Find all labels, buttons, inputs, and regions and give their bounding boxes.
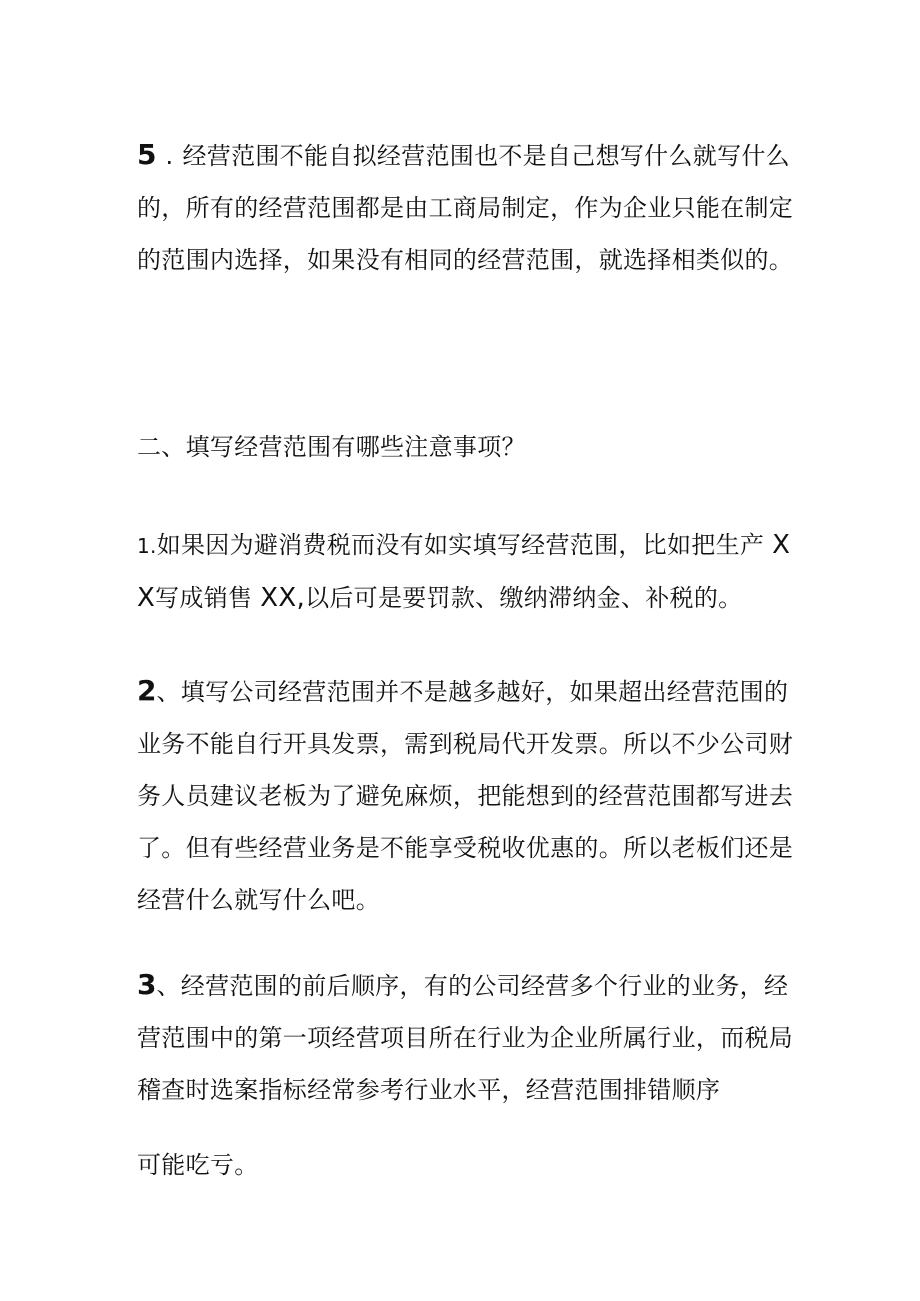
- paragraph-5-text: 经营范围不能自拟经营范围也不是自己想写什么就写什么的，所有的经营范围都是由工商局制定，作为企业只能在制定的范围内选择，如果没有相同的经营范围，就选择相类似的。: [137, 142, 794, 274]
- item-3-number: 3: [137, 968, 157, 1001]
- item-1-xx-1: XX: [137, 530, 791, 613]
- paragraph-5: [137, 129, 797, 286]
- item-3-text: 、经营范围的前后顺序，有的公司经营多个行业的业务，经营范围中的第一项经营项目所在行业为企业所属行业，而税局稽查时选案指标经常参考行业水平，经营范围排错顺序: [137, 972, 794, 1104]
- item-1: [137, 519, 797, 624]
- item-2-number: 2: [137, 674, 157, 707]
- item-1-text-a: 如果因为避消费税而没有如实填写经营范围，比如把生产: [156, 531, 765, 559]
- paragraph-5-number: 5: [137, 138, 157, 171]
- item-3-continuation: 可能吃亏。: [137, 1151, 259, 1179]
- item-3: [137, 959, 797, 1116]
- item-1-text-b: 写成销售: [155, 584, 253, 612]
- section-heading: 二、填写经营范围有哪些注意事项？: [137, 433, 526, 461]
- item-1-text-c: 以后可是要罚款、缴纳滞纳金、补税的。: [305, 584, 743, 612]
- item-2: [137, 665, 797, 926]
- item-1-xx-2: XX,: [260, 583, 306, 613]
- item-1-number: 1.: [137, 534, 157, 558]
- paragraph-5-separator: .: [165, 142, 174, 170]
- item-2-text: 、填写公司经营范围并不是越多越好，如果超出经营范围的业务不能自行开具发票，需到税局代开发票。所以不少公司财务人员建议老板为了避免麻烦，把能想到的经营范围都写进去了。但有些经营业务是不能享受税收优惠的。所以老板们还是经营什么就写什么吧。: [137, 678, 794, 914]
